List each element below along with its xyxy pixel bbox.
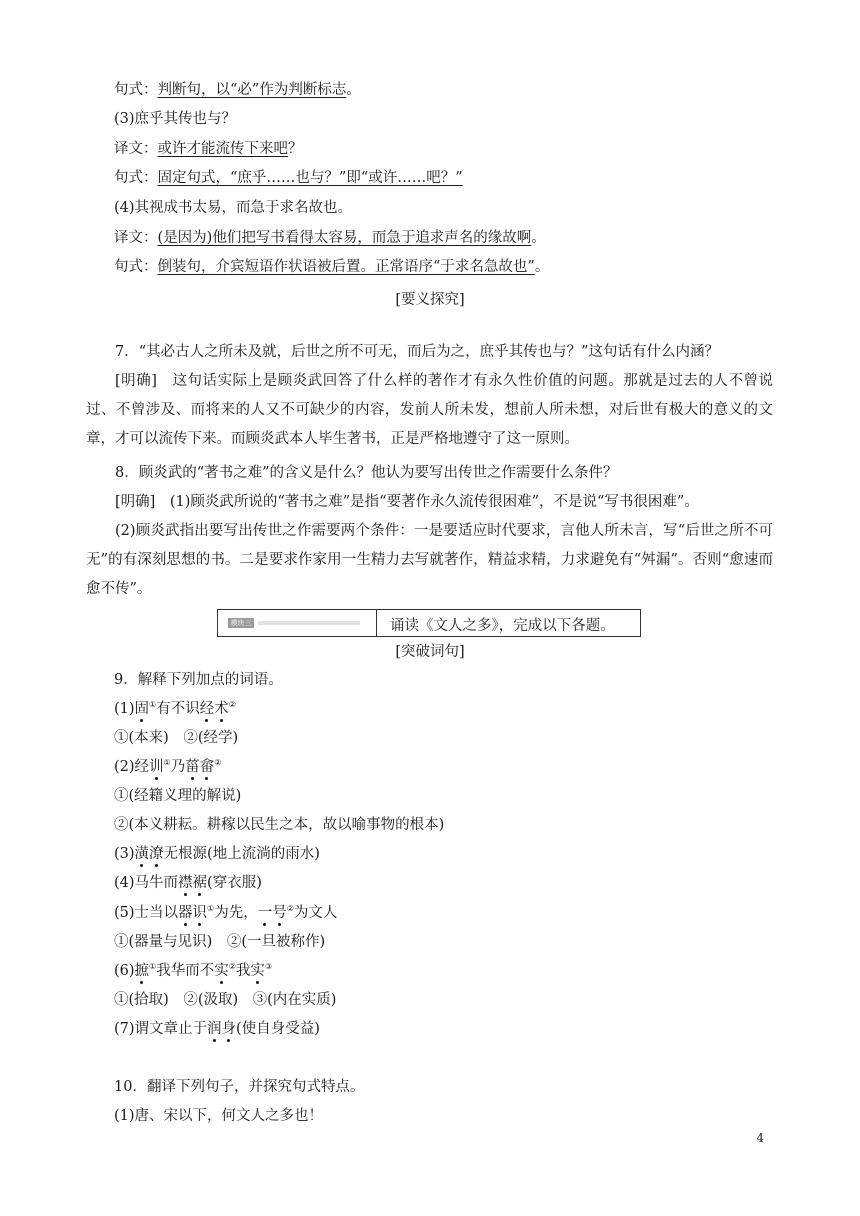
page-number: 4 <box>756 1131 764 1145</box>
module-instruction: 诵读《文人之多》，完成以下各题。 <box>390 618 615 634</box>
dotted-word: 固 <box>134 701 150 717</box>
sentence-4: (4)其视成书太易，而急于求名故也。 <box>114 200 353 216</box>
dotted-word: 实 <box>250 963 265 979</box>
punct: ？ <box>288 141 303 157</box>
dotted-word: 器 <box>178 905 193 921</box>
note-mark: ① <box>149 700 157 709</box>
note-mark: ② <box>286 904 294 913</box>
text: 我华而不 <box>156 963 215 979</box>
vocab-item-1 <box>114 699 236 719</box>
dotted-word: 经 <box>199 701 215 717</box>
vocab-answer-6: ①(拾取) ②(汲取) ③(内在实质) <box>114 992 337 1008</box>
vocab-answer-1: ①(本来) ②(经学) <box>114 730 239 746</box>
syntax-line-4 <box>114 257 549 277</box>
num: (6) <box>114 963 135 979</box>
module-divider <box>376 610 377 636</box>
dotted-word: 训 <box>149 759 164 775</box>
answer-text: (是因为)他们把写书看得太容易，而急于追求声名的缘故啊 <box>157 230 532 246</box>
vocab-answer-2a: ①(经籍义理的解说) <box>114 788 242 804</box>
module-bar <box>258 621 360 625</box>
dotted-word: 识 <box>192 905 208 921</box>
answer-text: 判断句，以“必”作为判断标志 <box>157 82 347 98</box>
dotted-word: 身 <box>221 1021 237 1037</box>
text: 为文人 <box>293 905 338 921</box>
vocab-item-2 <box>114 757 221 777</box>
answer-8-part-2: (2)顾炎武指出要写出传世之作需要两个条件：一是要适应时代要求，言他人所未言，写“后世之所不可无”的有深刻思想的书。二是要求作家用一生精力去写就著作，精益求精，力求避免有“舛漏”。否则“愈速而愈不传”。 <box>86 523 773 597</box>
dotted-word: 潦 <box>149 846 164 862</box>
dotted-word: 术 <box>214 701 229 717</box>
note-mark: ② <box>228 962 236 971</box>
text: (4)马牛而 <box>114 875 179 891</box>
vocab-item-7 <box>114 1019 320 1039</box>
punct: 。 <box>346 82 361 98</box>
module-box <box>217 609 641 637</box>
question-8: 8．顾炎武的“著书之难”的含义是什么？他认为要写出传世之作需要什么条件？ <box>115 465 618 481</box>
text: 乃 <box>170 759 186 775</box>
dotted-word: 实 <box>214 963 229 979</box>
num: (1) <box>114 701 135 717</box>
sentence-3: (3)庶乎其传也与？ <box>114 111 237 127</box>
dotted-word: 摭 <box>134 963 150 979</box>
note-mark: ① <box>149 962 157 971</box>
label: 句式： <box>114 170 158 186</box>
translation-line-3 <box>114 139 303 159</box>
dotted-word: 畲 <box>199 759 215 775</box>
section-heading-words: [突破词句] <box>395 644 465 660</box>
vocab-answer-5: ①(器量与见识) ②(一旦被称作) <box>114 934 326 950</box>
answer-8-part-1: [明确] (1)顾炎武所说的“著书之难”是指“要著作永久流传很困难”，不是说“写书很困难”。 <box>115 494 699 510</box>
module-tag: 模块三 <box>228 618 254 628</box>
num: (3) <box>114 846 135 862</box>
syntax-line-1 <box>114 80 361 100</box>
answer-7: [明确] 这句话实际上是顾炎武回答了什么样的著作才有永久性价值的问题。那就是过去的人不曾说过、不曾涉及、而将来的人又不可缺少的内容，发前人所未发，想前人所未想，对后世有极大的意义的文章，才可以流传下来。而顾炎武本人毕生著书，正是严格地遵守了这一原则。 <box>86 373 773 447</box>
answer-text: 倒装句，介宾短语作状语被后置。正常语序“于求名急故也” <box>157 259 535 275</box>
text: (2)经 <box>114 759 150 775</box>
label: 句式： <box>114 259 158 275</box>
dotted-word: 号 <box>272 905 287 921</box>
text: 为先， <box>214 905 258 921</box>
section-heading-meaning: [要义探究] <box>395 292 465 308</box>
punct: 。 <box>534 259 550 275</box>
vocab-answer-2b: ②(本义耕耘。耕稼以民生之本，故以喻事物的根本) <box>114 817 445 833</box>
note-mark: ② <box>228 700 236 709</box>
text: (穿衣服) <box>207 875 262 891</box>
answer-text: 或许才能流传下来吧 <box>157 141 288 157</box>
question-10: 10．翻译下列句子，并探究句式特点。 <box>114 1079 365 1095</box>
label: 译文： <box>114 230 158 246</box>
answer-text: 固定句式，“庶乎……也与？”即“或许……吧？” <box>157 170 463 186</box>
note-mark: ① <box>207 904 215 913</box>
vocab-item-5 <box>114 903 337 923</box>
dotted-word: 裾 <box>192 875 208 891</box>
note-mark: ② <box>214 758 222 767</box>
syntax-line-3 <box>114 168 463 188</box>
label: 句式： <box>114 82 158 98</box>
question-7: 7．“其必古人之所未及就，后世之所不可无，而后为之，庶乎其传也与？”这句话有什么内涵？ <box>115 344 720 360</box>
punct: 。 <box>531 230 546 246</box>
dotted-word: 菑 <box>185 759 200 775</box>
dotted-word: 襟 <box>178 875 193 891</box>
vocab-item-4 <box>114 873 262 893</box>
translation-line-4 <box>114 228 546 248</box>
vocab-item-6 <box>114 961 272 981</box>
vocab-item-3 <box>114 844 320 864</box>
text: 有不识 <box>156 701 200 717</box>
text: (5)士当以 <box>114 905 179 921</box>
dotted-word: 一 <box>257 905 273 921</box>
label: 译文： <box>114 141 158 157</box>
dotted-word: 潢 <box>134 846 150 862</box>
dotted-word: 润 <box>207 1021 222 1037</box>
note-mark: ① <box>163 758 171 767</box>
text: (使自身受益) <box>236 1021 320 1037</box>
note-mark: ③ <box>264 962 273 971</box>
question-10-item-1: (1)唐、宋以下，何文人之多也！ <box>114 1108 324 1124</box>
text: (7)谓文章止于 <box>114 1021 208 1037</box>
text: 我 <box>235 963 251 979</box>
question-9: 9．解释下列加点的词语。 <box>114 672 283 688</box>
text: 无根源(地上流淌的雨水) <box>163 846 320 862</box>
